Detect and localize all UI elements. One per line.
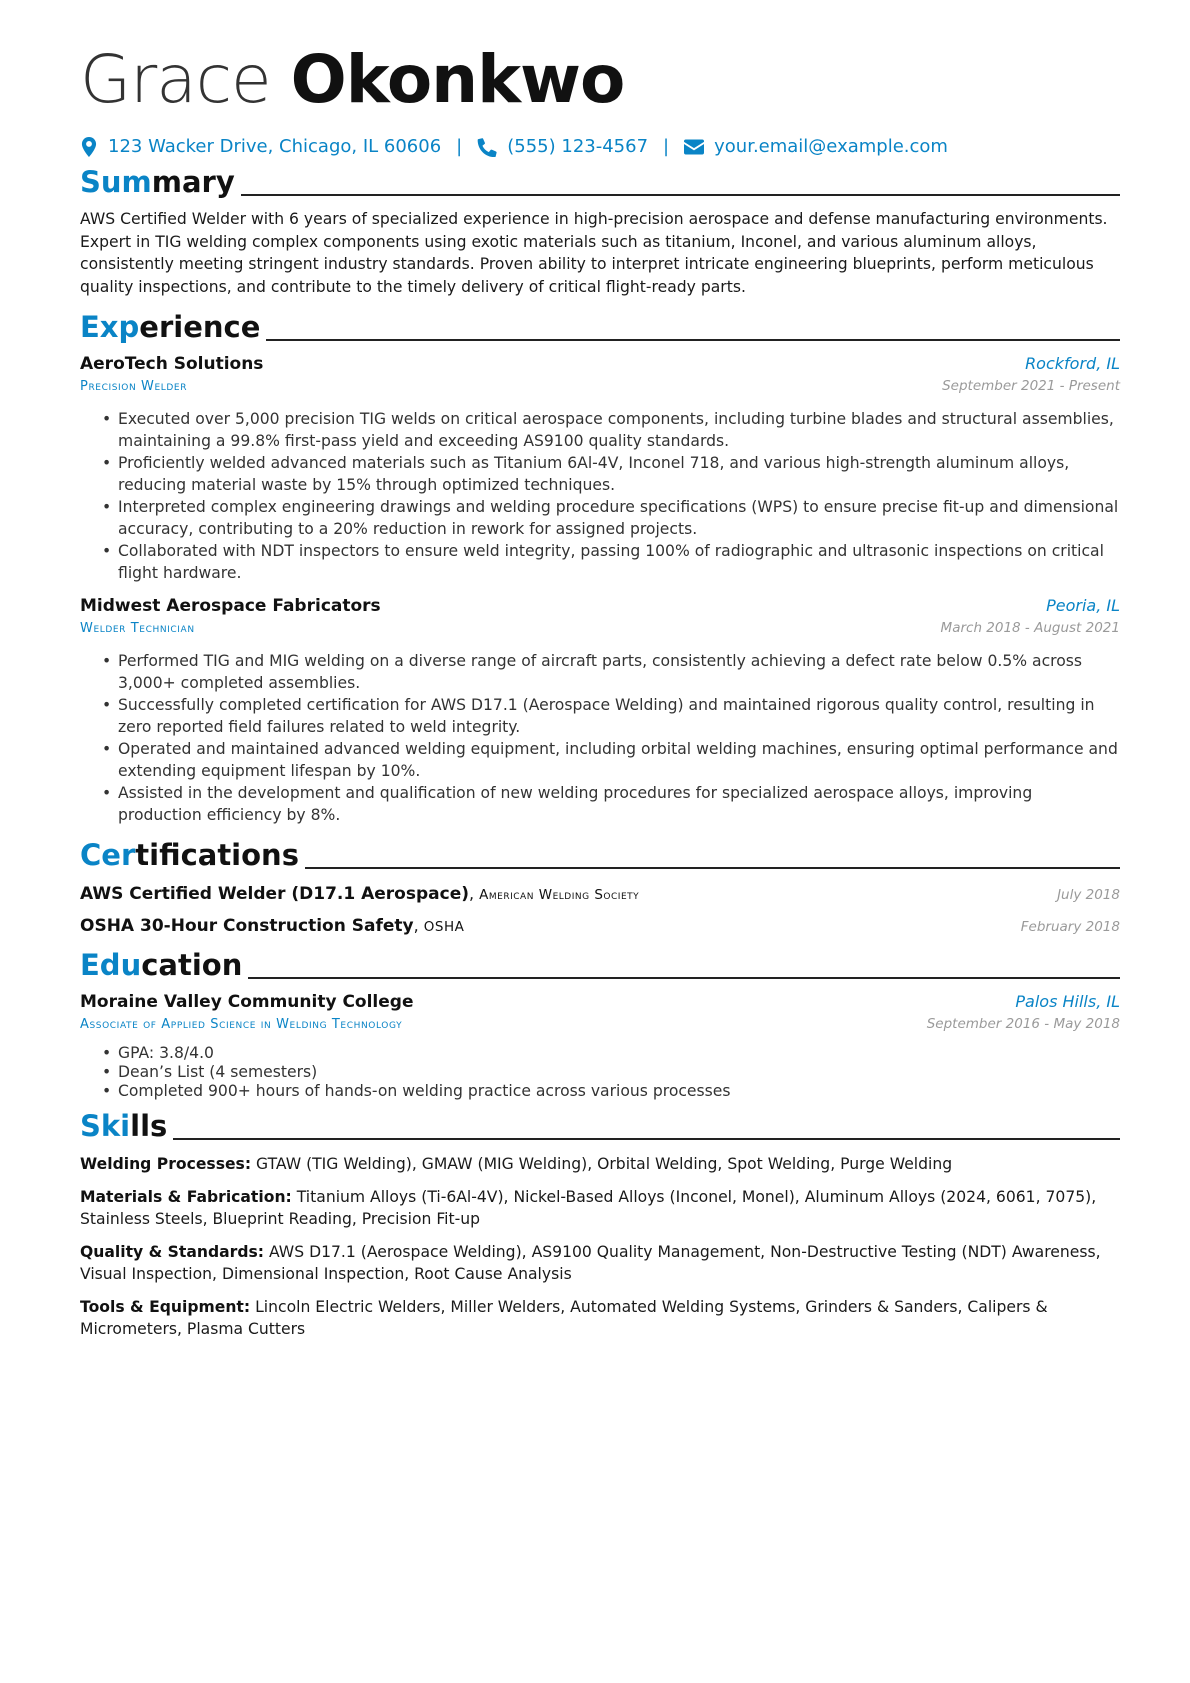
heading-rest: erience: [139, 310, 261, 344]
contact-line: [80, 136, 1120, 157]
skill-value: Titanium Alloys (Ti-6Al-4V), Nickel-Based Alloys (Inconel, Monel), Aluminum Alloys (2024, 6061, 7075), Stainless Steels, Blueprint Reading, Precision Fit-up: [80, 1187, 1097, 1228]
bullet-item: • Successfully completed certification for AWS D17.1 (Aerospace Welding) and maintained rigorous quality control, resulting in zero reported field failures related to weld integrity.: [80, 694, 1120, 738]
school-location: Palos Hills, IL: [1015, 992, 1120, 1011]
job-location: Rockford, IL: [1025, 354, 1120, 373]
skill-label: Tools & Equipment:: [80, 1297, 251, 1316]
certification-issuer: OSHA: [423, 919, 465, 935]
skill-value: Lincoln Electric Welders, Miller Welders, Automated Welding Systems, Grinders & Sanders, Calipers & Micrometers, Plasma Cutters: [80, 1297, 1048, 1338]
heading-highlight: Ski: [80, 1109, 131, 1143]
education-entry: [80, 992, 1120, 1101]
bullet-item: • Operated and maintained advanced welding equipment, including orbital welding machines, ensuring optimal performance and extending equipment lifespan by 10%.: [80, 738, 1120, 782]
skill-row: [80, 1241, 1120, 1286]
envelope-icon: [684, 139, 704, 155]
email-link[interactable]: your.email@example.com: [714, 136, 948, 157]
heading-rest: lls: [130, 1109, 168, 1143]
heading-rule: [248, 977, 1120, 979]
bullet-item: • GPA: 3.8/4.0: [80, 1044, 1120, 1063]
job-entry: [80, 596, 1120, 826]
skill-value: GTAW (TIG Welding), GMAW (MIG Welding), Orbital Welding, Spot Welding, Purge Welding: [256, 1155, 953, 1173]
contact-separator: |: [663, 136, 670, 157]
summary-heading: [80, 165, 1120, 199]
heading-rest: tifications: [135, 838, 299, 872]
skill-label: Quality & Standards:: [80, 1242, 265, 1261]
bullet-item: • Assisted in the development and qualification of new welding procedures for specialized aerospace alloys, improving production efficiency by 8%.: [80, 782, 1120, 826]
skill-row: [80, 1153, 1120, 1176]
job-bullets: [80, 650, 1120, 826]
company-name: Midwest Aerospace Fabricators: [80, 596, 381, 616]
company-name: AeroTech Solutions: [80, 354, 264, 374]
certification-item: OSHA 30-Hour Construction Safety, OSHA February 2018: [80, 916, 1120, 936]
heading-rule: [266, 339, 1120, 341]
contact-email[interactable]: [684, 136, 948, 157]
job-role: Welder Technician: [80, 621, 195, 636]
summary-section: [80, 165, 1120, 298]
candidate-name: [80, 40, 1120, 120]
skills-heading: [80, 1109, 1120, 1143]
job-dates: March 2018 - August 2021: [940, 620, 1120, 636]
certifications-section: [80, 838, 1120, 936]
bullet-item: • Interpreted complex engineering drawings and welding procedure specifications (WPS) to ensure precise fit-up and dimensional accuracy, contributing to a 20% reduction in rework for assigned projects.: [80, 496, 1120, 540]
job-dates: September 2021 - Present: [942, 378, 1120, 394]
heading-rule: [241, 194, 1120, 196]
address-text: 123 Wacker Drive, Chicago, IL 60606: [108, 136, 442, 157]
bullet-item: • Performed TIG and MIG welding on a diverse range of aircraft parts, consistently achieving a defect rate below 0.5% across 3,000+ completed assemblies.: [80, 650, 1120, 694]
contact-phone: [477, 136, 648, 157]
education-heading: [80, 948, 1120, 982]
bullet-item: • Collaborated with NDT inspectors to ensure weld integrity, passing 100% of radiographic and ultrasonic inspections on critical flight hardware.: [80, 540, 1120, 584]
summary-text: AWS Certified Welder with 6 years of specialized experience in high-precision aerospace and defense manufacturing environments. Expert in TIG welding complex components using exotic materials such as titanium, Inconel, and various aluminum alloys, consistently meeting stringent industry standards. Proven ability to interpret intricate engineering blueprints, perform meticulous quality inspections, and contribute to the timely delivery of critical flight-ready parts.: [80, 210, 1108, 296]
heading-highlight: Cer: [80, 838, 136, 872]
certification-name: AWS Certified Welder (D17.1 Aerospace): [80, 884, 469, 904]
skill-row: [80, 1296, 1120, 1341]
bullet-item: • Proficiently welded advanced materials such as Titanium 6Al-4V, Inconel 718, and various high-strength aluminum alloys, reducing material waste by 15% through optimized techniques.: [80, 452, 1120, 496]
skill-value: AWS D17.1 (Aerospace Welding), AS9100 Quality Management, Non-Destructive Testing (NDT) Awareness, Visual Inspection, Dimensional Inspection, Root Cause Analysis: [80, 1242, 1101, 1283]
job-entry: [80, 354, 1120, 584]
heading-rule: [173, 1138, 1120, 1140]
heading-highlight: Sum: [80, 165, 152, 199]
heading-rest: mary: [151, 165, 235, 199]
job-bullets: [80, 408, 1120, 584]
heading-highlight: Edu: [80, 948, 142, 982]
map-pin-icon: [80, 137, 98, 157]
bullet-item: • Dean’s List (4 semesters): [80, 1063, 1120, 1082]
phone-text: (555) 123-4567: [507, 136, 649, 157]
certification-date: July 2018: [1057, 887, 1120, 903]
bullet-item: • Completed 900+ hours of hands-on welding practice across various processes: [80, 1082, 1120, 1101]
education-section: [80, 948, 1120, 1101]
certification-issuer: American Welding Society: [479, 887, 640, 903]
education-bullets: [80, 1044, 1120, 1101]
contact-address: [80, 136, 441, 157]
job-role: Precision Welder: [80, 379, 188, 394]
certification-date: February 2018: [1020, 919, 1120, 935]
contact-separator: |: [456, 136, 463, 157]
last-name: Okonkwo: [290, 41, 625, 118]
skill-row: [80, 1186, 1120, 1231]
resume-content: [80, 40, 1120, 1341]
heading-rest: cation: [141, 948, 243, 982]
degree-name: Associate of Applied Science in Welding Technology: [80, 1017, 403, 1032]
phone-icon: [477, 137, 497, 157]
experience-section: [80, 310, 1120, 826]
bullet-item: • Executed over 5,000 precision TIG welds on critical aerospace components, including turbine blades and structural assemblies, maintaining a 99.8% first-pass yield and exceeding AS9100 quality standards.: [80, 408, 1120, 452]
first-name: Grace: [80, 41, 271, 118]
job-location: Peoria, IL: [1046, 596, 1120, 615]
skills-section: [80, 1109, 1120, 1341]
heading-rule: [305, 867, 1120, 869]
certification-item: AWS Certified Welder (D17.1 Aerospace), American Welding Society July 2018: [80, 884, 1120, 904]
certifications-heading: [80, 838, 1120, 872]
heading-highlight: Exp: [80, 310, 140, 344]
experience-heading: [80, 310, 1120, 344]
skill-label: Materials & Fabrication:: [80, 1187, 292, 1206]
certification-name: OSHA 30-Hour Construction Safety: [80, 916, 414, 936]
school-name: Moraine Valley Community College: [80, 992, 414, 1012]
skill-label: Welding Processes:: [80, 1155, 252, 1173]
education-dates: September 2016 - May 2018: [926, 1016, 1120, 1032]
